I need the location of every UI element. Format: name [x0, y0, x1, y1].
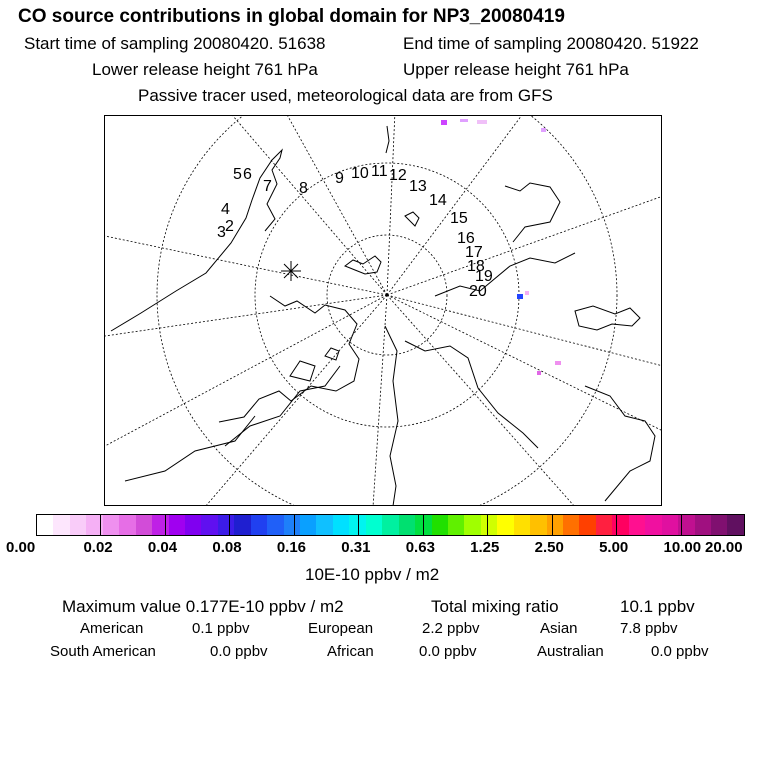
colorbar-swatch [497, 515, 513, 535]
lower-release-label: Lower release height 761 hPa [92, 60, 318, 79]
upper-release-label: Upper release height 761 hPa [403, 60, 629, 79]
colorbar-tick-label: 0.04 [147, 539, 178, 556]
colorbar-tick-label: 0.00 [6, 539, 36, 556]
colorbar-divider [358, 514, 359, 536]
colorbar-swatch [579, 515, 595, 535]
colorbar-swatch [169, 515, 185, 535]
trajectory-hour-label: 5 [233, 166, 242, 183]
colorbar-tick-label: 0.63 [405, 539, 435, 556]
trajectory-hour-label: 16 [457, 230, 475, 247]
colorbar-swatch [612, 515, 628, 535]
region-name: South American [50, 643, 156, 660]
colorbar-swatch [662, 515, 678, 535]
colorbar [36, 514, 745, 536]
colorbar-swatch [711, 515, 727, 535]
colorbar-tick-label: 10.00 [663, 539, 702, 556]
trajectory-hour-label: 20 [469, 283, 487, 300]
colorbar-swatch [119, 515, 135, 535]
colorbar-tick-label: 0.02 [83, 539, 113, 556]
region-name: European [308, 620, 374, 637]
colorbar-swatch [432, 515, 448, 535]
trajectory-hour-label: 9 [335, 170, 344, 187]
trajectory-hour-label: 19 [475, 268, 493, 285]
colorbar-swatch [70, 515, 86, 535]
colorbar-divider [552, 514, 553, 536]
trajectory-hour-label: 10 [351, 165, 369, 182]
trajectory-hour-label: 7 [263, 178, 272, 195]
colorbar-tick-label: 2.50 [534, 539, 564, 556]
trajectory-hour-label: 3 [217, 224, 226, 241]
colorbar-divider [100, 514, 101, 536]
colorbar-swatch [316, 515, 332, 535]
colorbar-swatch [251, 515, 267, 535]
colorbar-swatch [530, 515, 546, 535]
colorbar-swatch [267, 515, 283, 535]
colorbar-swatch [645, 515, 661, 535]
tracer-spots [441, 119, 561, 375]
colorbar-divider [616, 514, 617, 536]
colorbar-swatch [284, 515, 300, 535]
colorbar-swatch [481, 515, 497, 535]
colorbar-unit: 10E-10 ppbv / m2 [305, 565, 440, 584]
region-value: 0.0 ppbv [210, 643, 268, 660]
colorbar-swatch [333, 515, 349, 535]
region-name: American [80, 620, 144, 637]
colorbar-swatch [53, 515, 69, 535]
colorbar-divider [294, 514, 295, 536]
region-value: 0.0 ppbv [651, 643, 709, 660]
trajectory-hour-label: 14 [429, 192, 447, 209]
trajectory-hour-label: 2 [225, 218, 234, 235]
total-mixing-value: 10.1 ppbv [620, 597, 695, 616]
colorbar-tick-label: 20.00 [705, 539, 743, 556]
colorbar-swatch [366, 515, 382, 535]
trajectory-hour-label: 12 [389, 167, 407, 184]
colorbar-swatch [695, 515, 711, 535]
colorbar-swatch [596, 515, 612, 535]
polar-map [104, 115, 662, 506]
colorbar-swatch [300, 515, 316, 535]
trajectory-hour-label: 11 [371, 163, 388, 180]
colorbar-swatch [547, 515, 563, 535]
max-value-label: Maximum value 0.177E-10 ppbv / m2 [62, 597, 344, 616]
trajectory-hour-label: 6 [243, 166, 252, 183]
trajectory-hour-label: 15 [450, 210, 468, 227]
region-value: 0.1 ppbv [192, 620, 250, 637]
colorbar-swatch [218, 515, 234, 535]
figure-title: CO source contributions in global domain for NP3_20080419 [18, 6, 565, 27]
colorbar-divider [681, 514, 682, 536]
trajectory-hour-label: 18 [467, 258, 485, 275]
receptor-marker-icon [281, 261, 301, 281]
colorbar-swatch [448, 515, 464, 535]
colorbar-divider [423, 514, 424, 536]
colorbar-swatch [399, 515, 415, 535]
colorbar-swatch [464, 515, 480, 535]
colorbar-swatch [234, 515, 250, 535]
colorbar-swatch [103, 515, 119, 535]
trajectory-hour-label: 13 [409, 178, 427, 195]
colorbar-swatch [37, 515, 53, 535]
region-name: African [327, 643, 374, 660]
map-graticule [105, 116, 662, 506]
colorbar-swatch [629, 515, 645, 535]
colorbar-tick-label: 5.00 [599, 539, 629, 556]
colorbar-swatch [382, 515, 398, 535]
colorbar-tick-label: 0.16 [276, 539, 307, 556]
colorbar-divider [487, 514, 488, 536]
colorbar-swatch [136, 515, 152, 535]
colorbar-tick-label: 0.31 [341, 539, 371, 556]
colorbar-swatch [727, 515, 743, 535]
total-mixing-label: Total mixing ratio [431, 597, 559, 616]
tracer-note: Passive tracer used, meteorological data are from GFS [138, 86, 553, 105]
colorbar-swatch [201, 515, 217, 535]
colorbar-swatch [563, 515, 579, 535]
region-value: 2.2 ppbv [422, 620, 480, 637]
colorbar-swatch [185, 515, 201, 535]
region-name: Asian [540, 620, 578, 637]
trajectory-hour-label: 17 [465, 244, 483, 261]
colorbar-divider [229, 514, 230, 536]
colorbar-swatch [152, 515, 168, 535]
end-time-label: End time of sampling 20080420. 51922 [403, 34, 699, 53]
start-time-label: Start time of sampling 20080420. 51638 [24, 34, 326, 53]
colorbar-tick-label: 0.08 [212, 539, 242, 556]
colorbar-tick-label: 1.25 [470, 539, 500, 556]
colorbar-divider [165, 514, 166, 536]
region-name: Australian [537, 643, 604, 660]
colorbar-swatch [514, 515, 530, 535]
trajectory-hour-label: 8 [299, 180, 308, 197]
region-value: 7.8 ppbv [620, 620, 678, 637]
trajectory-hour-label: 4 [221, 201, 230, 218]
region-value: 0.0 ppbv [419, 643, 477, 660]
coastlines [111, 126, 655, 506]
